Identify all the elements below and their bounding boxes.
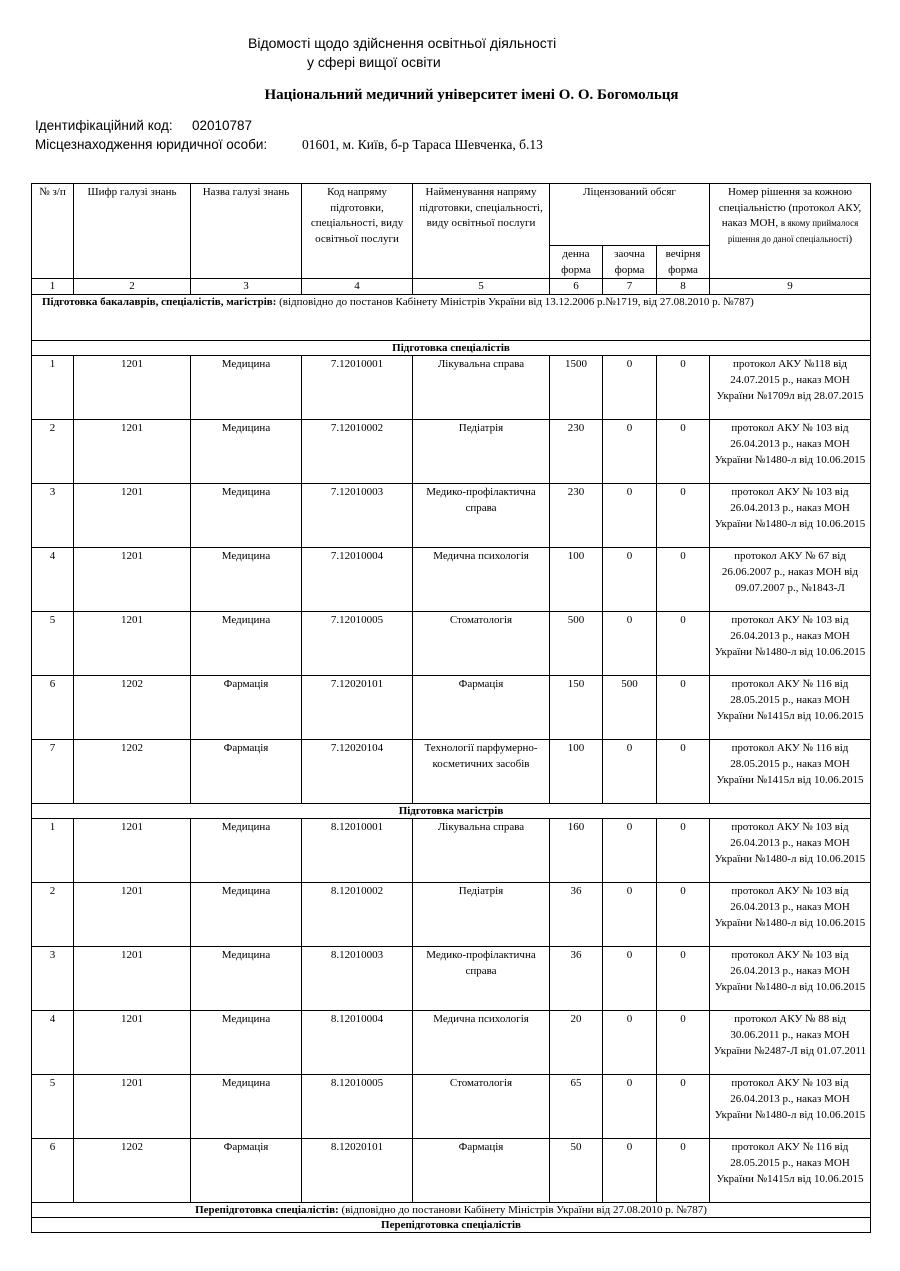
field-name: Медицина (191, 484, 302, 548)
location-row (35, 137, 543, 152)
spec-code: 7.12010002 (302, 420, 413, 484)
decision-text: протокол АКУ № 103 від 26.04.2013 р., наказ МОН України №1480-л від 10.06.2015 (710, 819, 871, 883)
volume-day: 100 (550, 740, 603, 804)
volume-evening: 0 (657, 947, 710, 1011)
col-header-spec-code: Код напряму підготовки, спеціальності, виду освітньої послуги (302, 184, 413, 279)
field-code: 1201 (74, 1011, 191, 1075)
row-number: 3 (32, 484, 74, 548)
volume-extramural: 0 (603, 1075, 657, 1139)
row-number: 1 (32, 819, 74, 883)
field-code: 1202 (74, 676, 191, 740)
decision-text: протокол АКУ № 103 від 26.04.2013 р., наказ МОН України №1480-л від 10.06.2015 (710, 612, 871, 676)
header-row (32, 184, 871, 246)
field-code: 1201 (74, 548, 191, 612)
field-code: 1201 (74, 1075, 191, 1139)
volume-day: 20 (550, 1011, 603, 1075)
spec-name: Фармація (413, 1139, 550, 1203)
note-training (32, 295, 871, 341)
spec-name: Медико-профілактична справа (413, 947, 550, 1011)
decision-text: протокол АКУ №118 від 24.07.2015 р., наказ МОН України №1709л від 28.07.2015 (710, 356, 871, 420)
row-number: 1 (32, 356, 74, 420)
col-header-day: денна форма (550, 246, 603, 279)
field-name: Медицина (191, 420, 302, 484)
section-title-specialists: Підготовка спеціалістів (32, 341, 871, 356)
col-header-spec-name: Найменування напряму підготовки, спеціальності, виду освітньої послуги (413, 184, 550, 279)
spec-code: 7.12020101 (302, 676, 413, 740)
spec-name: Стоматологія (413, 1075, 550, 1139)
specialists-body (32, 356, 871, 804)
volume-day: 150 (550, 676, 603, 740)
spec-name: Технології парфумерно-косметичних засобів (413, 740, 550, 804)
volume-extramural: 0 (603, 947, 657, 1011)
col-header-extramural: заочна форма (603, 246, 657, 279)
spec-name: Медична психологія (413, 1011, 550, 1075)
volume-evening: 0 (657, 420, 710, 484)
field-name: Медицина (191, 356, 302, 420)
spec-code: 7.12010005 (302, 612, 413, 676)
table-row (32, 612, 871, 676)
note-retraining-bold: Перепідготовка спеціалістів: (195, 1204, 339, 1217)
row-number: 5 (32, 612, 74, 676)
field-name: Фармація (191, 740, 302, 804)
spec-name: Педіатрія (413, 883, 550, 947)
decision-text: протокол АКУ № 116 від 28.05.2015 р., наказ МОН України №1415л від 10.06.2015 (710, 676, 871, 740)
field-code: 1201 (74, 356, 191, 420)
column-number: 4 (302, 279, 413, 295)
volume-extramural: 0 (603, 740, 657, 804)
field-name: Медицина (191, 819, 302, 883)
field-code: 1201 (74, 612, 191, 676)
note-retraining (32, 1203, 871, 1218)
column-number: 9 (710, 279, 871, 295)
volume-day: 230 (550, 484, 603, 548)
header-line-2: у сфері вищої освіти (307, 54, 441, 70)
university-name: Національний медичний університет імені О. О. Богомольця (264, 87, 679, 103)
spec-name: Медико-профілактична справа (413, 484, 550, 548)
volume-day: 36 (550, 947, 603, 1011)
field-name: Фармація (191, 1139, 302, 1203)
column-number: 1 (32, 279, 74, 295)
volume-evening: 0 (657, 676, 710, 740)
row-number: 6 (32, 676, 74, 740)
row-number: 6 (32, 1139, 74, 1203)
spec-name: Фармація (413, 676, 550, 740)
volume-day: 1500 (550, 356, 603, 420)
col-header-decision-note: в якому приймалося рішення до даної спеціальності (727, 218, 859, 245)
decision-text: протокол АКУ № 103 від 26.04.2013 р., наказ МОН України №1480-л від 10.06.2015 (710, 947, 871, 1011)
row-number: 5 (32, 1075, 74, 1139)
note-retraining-text: (відповідно до постанови Кабінету Міністрів України від 27.08.2010 р. №787) (338, 1204, 707, 1217)
volume-extramural: 0 (603, 420, 657, 484)
volume-day: 65 (550, 1075, 603, 1139)
decision-text: протокол АКУ № 116 від 28.05.2015 р., наказ МОН України №1415л від 10.06.2015 (710, 1139, 871, 1203)
volume-extramural: 0 (603, 883, 657, 947)
license-table (31, 183, 871, 1233)
column-number: 5 (413, 279, 550, 295)
column-numbers-row (32, 279, 871, 295)
decision-text: протокол АКУ № 116 від 28.05.2015 р., наказ МОН України №1415л від 10.06.2015 (710, 740, 871, 804)
decision-text: протокол АКУ № 88 від 30.06.2011 р., наказ МОН України №2487-Л від 01.07.2011 (710, 1011, 871, 1075)
section-row-specialists (32, 341, 871, 356)
field-name: Медицина (191, 883, 302, 947)
decision-text: протокол АКУ № 103 від 26.04.2013 р., наказ МОН України №1480-л від 10.06.2015 (710, 484, 871, 548)
volume-extramural: 0 (603, 1011, 657, 1075)
table-row (32, 676, 871, 740)
table-row (32, 484, 871, 548)
note-row-training (32, 295, 871, 341)
volume-evening: 0 (657, 548, 710, 612)
table-row (32, 740, 871, 804)
id-code-label: Ідентифікаційний код: (35, 118, 173, 133)
spec-name: Лікувальна справа (413, 819, 550, 883)
note-training-text: (відповідно до постанов Кабінету Міністрів України від 13.12.2006 р.№1719, від 27.08.2010 р. №787) (276, 296, 754, 309)
column-number: 6 (550, 279, 603, 295)
field-name: Медицина (191, 947, 302, 1011)
column-number: 8 (657, 279, 710, 295)
section-row-retraining (32, 1218, 871, 1233)
row-number: 4 (32, 1011, 74, 1075)
section-row-masters (32, 804, 871, 819)
volume-extramural: 0 (603, 1139, 657, 1203)
table-row (32, 947, 871, 1011)
column-number: 2 (74, 279, 191, 295)
field-code: 1202 (74, 740, 191, 804)
section-title-retraining: Перепідготовка спеціалістів (32, 1218, 871, 1233)
field-name: Медицина (191, 548, 302, 612)
volume-extramural: 0 (603, 819, 657, 883)
row-number: 3 (32, 947, 74, 1011)
row-number: 7 (32, 740, 74, 804)
header-line-1: Відомості щодо здійснення освітньої діяльності (248, 35, 557, 51)
volume-extramural: 0 (603, 356, 657, 420)
decision-text: протокол АКУ № 103 від 26.04.2013 р., наказ МОН України №1480-л від 10.06.2015 (710, 883, 871, 947)
volume-evening: 0 (657, 612, 710, 676)
section-title-masters: Підготовка магістрів (32, 804, 871, 819)
row-number: 2 (32, 420, 74, 484)
field-code: 1202 (74, 1139, 191, 1203)
volume-extramural: 500 (603, 676, 657, 740)
spec-code: 8.12020101 (302, 1139, 413, 1203)
col-header-decision (710, 184, 871, 279)
volume-day: 36 (550, 883, 603, 947)
table-row (32, 420, 871, 484)
table-row (32, 356, 871, 420)
spec-code: 8.12010001 (302, 819, 413, 883)
col-header-licensed-volume: Ліцензований обсяг (550, 184, 710, 246)
field-code: 1201 (74, 420, 191, 484)
masters-body (32, 819, 871, 1203)
col-header-field-name: Назва галузі знань (191, 184, 302, 279)
column-number: 7 (603, 279, 657, 295)
field-name: Медицина (191, 1075, 302, 1139)
decision-text: протокол АКУ № 67 від 26.06.2007 р., наказ МОН від 09.07.2007 р., №1843-Л (710, 548, 871, 612)
location-value: 01601, м. Київ, б-р Тараса Шевченка, б.13 (302, 137, 543, 152)
volume-evening: 0 (657, 740, 710, 804)
spec-name: Лікувальна справа (413, 356, 550, 420)
volume-extramural: 0 (603, 548, 657, 612)
table-row (32, 548, 871, 612)
volume-evening: 0 (657, 1075, 710, 1139)
column-number: 3 (191, 279, 302, 295)
volume-evening: 0 (657, 1011, 710, 1075)
col-header-number: № з/п (32, 184, 74, 279)
col-header-field-code: Шифр галузі знань (74, 184, 191, 279)
spec-name: Стоматологія (413, 612, 550, 676)
spec-name: Педіатрія (413, 420, 550, 484)
volume-day: 160 (550, 819, 603, 883)
row-number: 4 (32, 548, 74, 612)
col-header-decision-main: Номер рішення за кожною спеціальністю (протокол АКУ, наказ МОН, (718, 186, 862, 230)
volume-evening: 0 (657, 819, 710, 883)
field-name: Фармація (191, 676, 302, 740)
volume-day: 500 (550, 612, 603, 676)
note-row-retraining (32, 1203, 871, 1218)
volume-evening: 0 (657, 883, 710, 947)
location-label: Місцезнаходження юридичної особи: (35, 137, 268, 152)
spec-code: 7.12010003 (302, 484, 413, 548)
id-code-value: 02010787 (192, 118, 253, 133)
field-code: 1201 (74, 484, 191, 548)
field-code: 1201 (74, 819, 191, 883)
col-header-decision-end: ) (848, 233, 853, 246)
table-row (32, 819, 871, 883)
field-name: Медицина (191, 612, 302, 676)
decision-text: протокол АКУ № 103 від 26.04.2013 р., наказ МОН України №1480-л від 10.06.2015 (710, 420, 871, 484)
spec-code: 8.12010004 (302, 1011, 413, 1075)
spec-code: 8.12010003 (302, 947, 413, 1011)
field-code: 1201 (74, 947, 191, 1011)
volume-day: 100 (550, 548, 603, 612)
spec-code: 7.12010004 (302, 548, 413, 612)
table-row (32, 1011, 871, 1075)
volume-evening: 0 (657, 1139, 710, 1203)
note-training-bold: Підготовка бакалаврів, спеціалістів, магістрів: (42, 296, 277, 309)
spec-code: 7.12010001 (302, 356, 413, 420)
table-row (32, 1075, 871, 1139)
decision-text: протокол АКУ № 103 від 26.04.2013 р., наказ МОН України №1480-л від 10.06.2015 (710, 1075, 871, 1139)
table-row (32, 883, 871, 947)
volume-evening: 0 (657, 356, 710, 420)
row-number: 2 (32, 883, 74, 947)
spec-name: Медична психологія (413, 548, 550, 612)
spec-code: 8.12010002 (302, 883, 413, 947)
volume-evening: 0 (657, 484, 710, 548)
table-row (32, 1139, 871, 1203)
id-code-row (35, 118, 253, 133)
col-header-evening: вечірня форма (657, 246, 710, 279)
field-name: Медицина (191, 1011, 302, 1075)
volume-extramural: 0 (603, 484, 657, 548)
volume-day: 230 (550, 420, 603, 484)
field-code: 1201 (74, 883, 191, 947)
spec-code: 8.12010005 (302, 1075, 413, 1139)
volume-extramural: 0 (603, 612, 657, 676)
spec-code: 7.12020104 (302, 740, 413, 804)
volume-day: 50 (550, 1139, 603, 1203)
